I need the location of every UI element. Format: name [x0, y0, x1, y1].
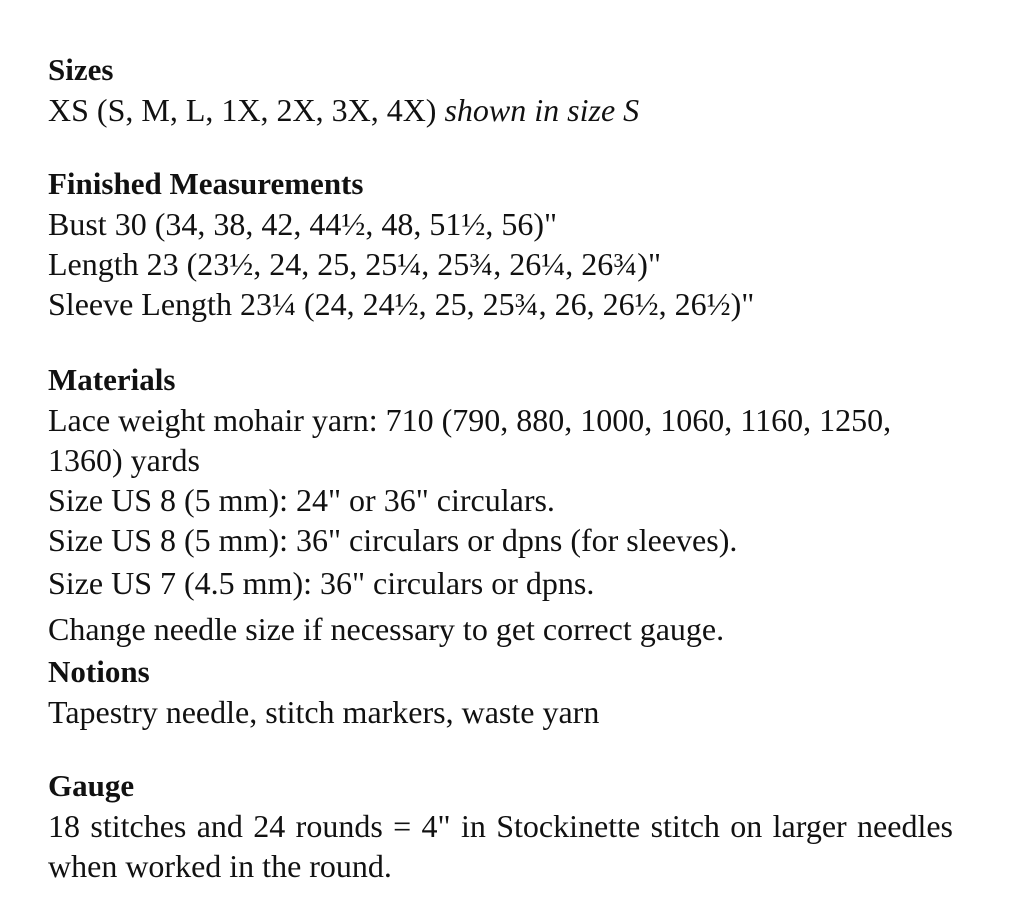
notions-items: Tapestry needle, stitch markers, waste yarn — [48, 694, 600, 730]
sizes-heading: Sizes — [48, 52, 114, 87]
length-measurement: Length 23 (23½, 24, 25, 25¼, 25¾, 26¼, 26¾)" — [48, 246, 662, 282]
gauge-note: Change needle size if necessary to get correct gauge. — [48, 611, 725, 647]
notions-section — [48, 652, 953, 732]
shown-size-note: shown in size S — [444, 92, 640, 128]
needle-size-3: Size US 7 (4.5 mm): 36" circulars or dpns. — [48, 565, 595, 601]
sizes-section — [48, 50, 953, 130]
finished-measurements-heading: Finished Measurements — [48, 166, 364, 201]
finished-measurements-section — [48, 164, 953, 324]
sizes-line — [48, 90, 953, 130]
sizes-list: XS (S, M, L, 1X, 2X, 3X, 4X) — [48, 92, 445, 128]
gauge-heading: Gauge — [48, 768, 135, 803]
gauge-text: 18 stitches and 24 rounds = 4" in Stockinette stitch on larger needles when worked in the round. — [48, 808, 953, 884]
needle-size-1: Size US 8 (5 mm): 24" or 36" circulars. — [48, 482, 555, 518]
pattern-info — [48, 46, 953, 886]
materials-heading: Materials — [48, 362, 176, 397]
gauge-section — [48, 766, 953, 886]
yarn-requirement: Lace weight mohair yarn: 710 (790, 880, 1000, 1060, 1160, 1250, 1360) yards — [48, 402, 892, 478]
bust-measurement: Bust 30 (34, 38, 42, 44½, 48, 51½, 56)" — [48, 206, 558, 242]
notions-heading: Notions — [48, 654, 150, 689]
needle-size-2: Size US 8 (5 mm): 36" circulars or dpns (for sleeves). — [48, 522, 738, 558]
sleeve-length-measurement: Sleeve Length 23¼ (24, 24½, 25, 25¾, 26, 26½, 26½)" — [48, 286, 755, 322]
materials-section — [48, 360, 953, 652]
